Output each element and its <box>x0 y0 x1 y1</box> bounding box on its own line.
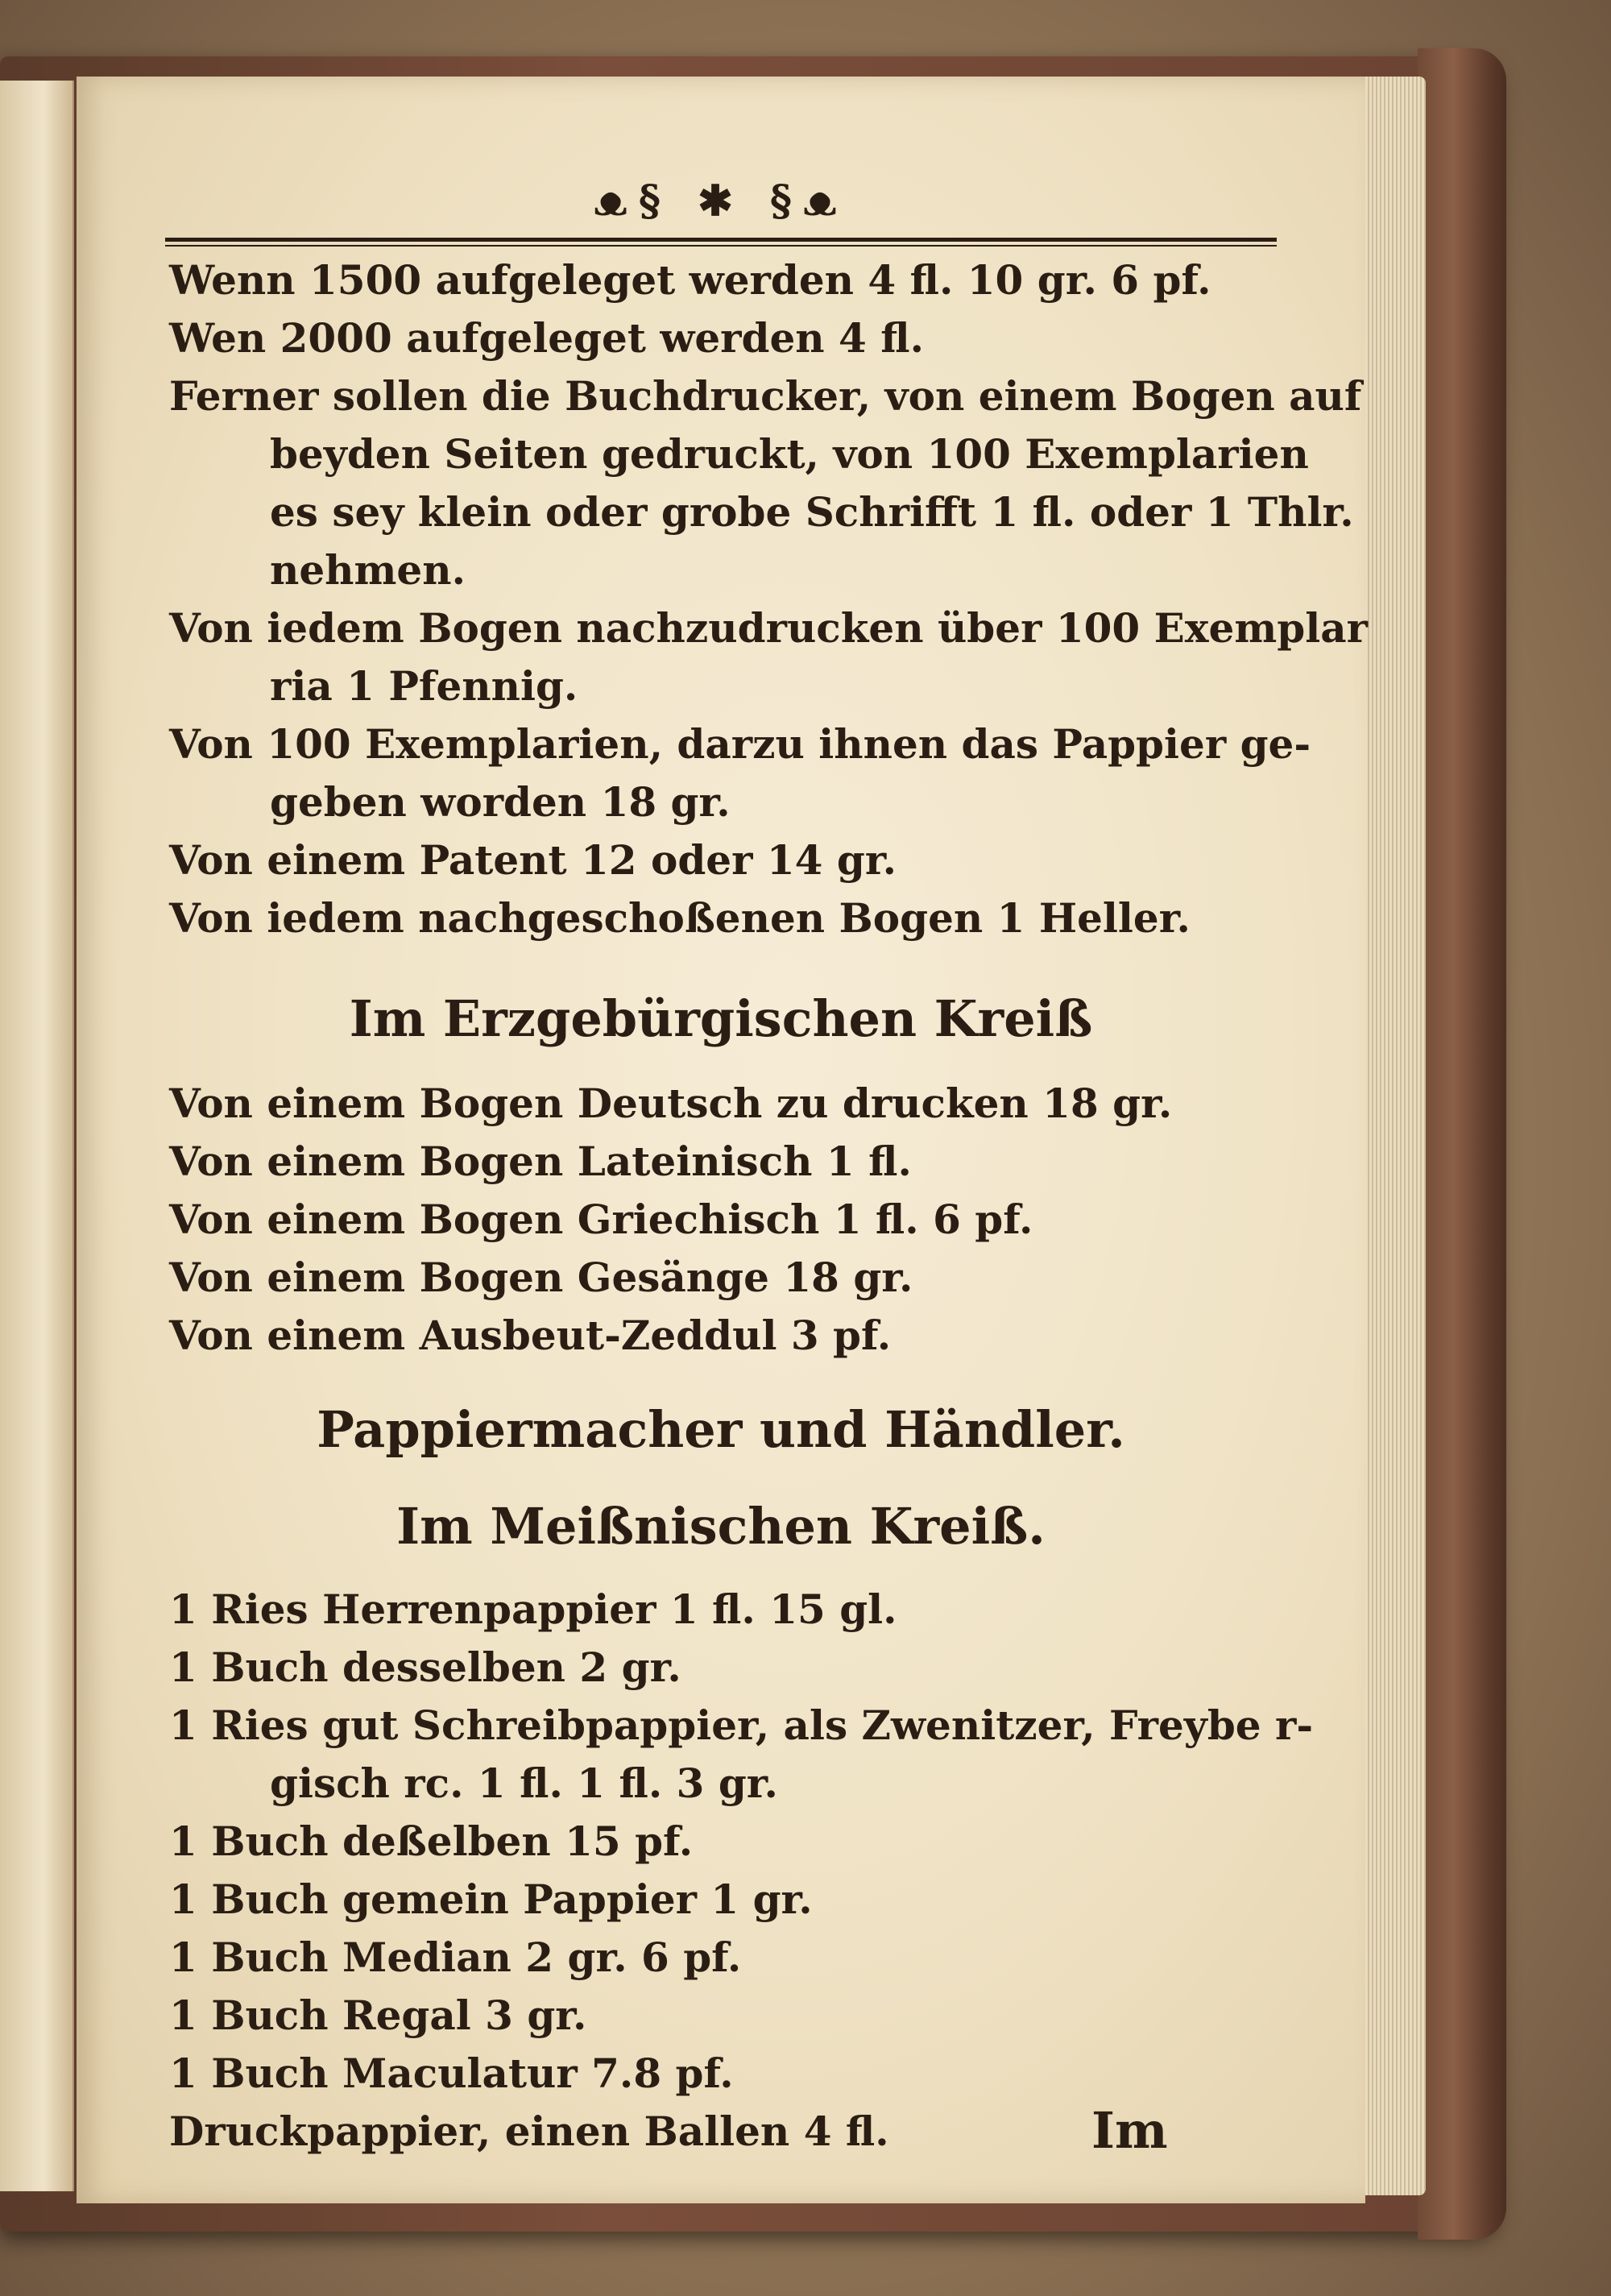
text-line: Von iedem Bogen nachzudrucken über 100 Exemplar <box>169 604 1368 652</box>
facing-page-edge <box>0 81 74 2191</box>
text-line: Von einem Bogen Griechisch 1 fl. 6 pf. <box>169 1196 1033 1243</box>
text-line: 1 Buch deßelben 15 pf. <box>169 1817 694 1865</box>
text-line: nehmen. <box>270 546 466 594</box>
text-line: Von 100 Exemplarien, darzu ihnen das Pappier ge- <box>169 720 1311 768</box>
text-line: 1 Buch Maculatur 7.8 pf. <box>169 2049 734 2097</box>
page-block-edge <box>1361 77 1426 2195</box>
book-board-edge <box>1418 48 1506 2240</box>
text-line: 1 Buch gemein Pappier 1 gr. <box>169 1875 813 1923</box>
section-subheading: Im Meißnischen Kreiß. <box>396 1497 1046 1556</box>
text-line: ria 1 Pfennig. <box>270 662 578 710</box>
text-line: gisch rc. 1 fl. 1 fl. 3 gr. <box>270 1759 778 1807</box>
text-line: Wen 2000 aufgeleget werden 4 fl. <box>169 314 925 362</box>
text-line: Von einem Bogen Lateinisch 1 fl. <box>169 1138 912 1185</box>
text-line: 1 Buch Median 2 gr. 6 pf. <box>169 1933 742 1981</box>
page-content <box>77 77 1368 2203</box>
catchword: Im <box>1091 2101 1168 2160</box>
text-line: 1 Ries Herrenpappier 1 fl. 15 gl. <box>169 1585 897 1633</box>
text-line: es sey klein oder grobe Schrifft 1 fl. oder 1 Thlr. <box>270 488 1354 536</box>
text-line: Von einem Bogen Deutsch zu drucken 18 gr. <box>169 1080 1173 1127</box>
header-rule-thin <box>165 245 1277 247</box>
text-line: Druckpappier, einen Ballen 4 fl. <box>169 2107 889 2155</box>
section-heading: Im Erzgebürgischen Kreiß <box>349 989 1093 1048</box>
text-line: Von iedem nachgeschoßenen Bogen 1 Heller. <box>169 894 1191 942</box>
text-line: 1 Ries gut Schreibpappier, als Zwenitzer, Freybe r- <box>169 1701 1314 1749</box>
header-ornament: ᴥ§ ✱ §ᴥ <box>594 176 848 226</box>
section-heading: Pappiermacher und Händler. <box>317 1400 1125 1459</box>
text-line: 1 Buch Regal 3 gr. <box>169 1991 587 2039</box>
text-line: beyden Seiten gedruckt, von 100 Exemplarien <box>270 430 1309 478</box>
page-header <box>165 173 1277 230</box>
text-line: Von einem Ausbeut-Zeddul 3 pf. <box>169 1312 892 1359</box>
header-rule <box>165 238 1277 242</box>
book-page <box>77 77 1368 2203</box>
text-line: 1 Buch desselben 2 gr. <box>169 1643 681 1691</box>
text-line: Von einem Patent 12 oder 14 gr. <box>169 836 897 884</box>
text-line: Ferner sollen die Buchdrucker, von einem Bogen auf <box>169 372 1362 420</box>
text-line: Von einem Bogen Gesänge 18 gr. <box>169 1254 913 1301</box>
text-line: Wenn 1500 aufgeleget werden 4 fl. 10 gr. 6 pf. <box>169 256 1211 304</box>
text-line: geben worden 18 gr. <box>270 778 731 826</box>
